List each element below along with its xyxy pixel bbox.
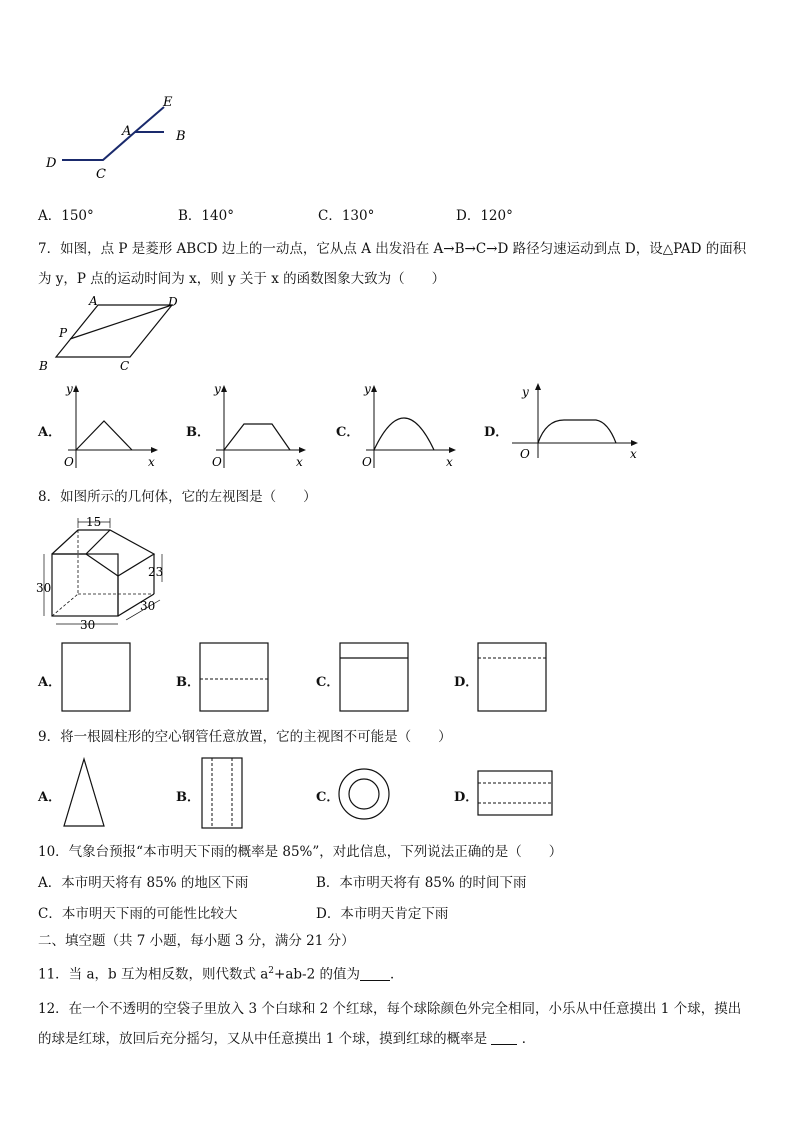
q11-answer-blank[interactable]: [360, 968, 390, 981]
svg-text:y: y: [214, 382, 221, 396]
q7-stem-line2: 为 y，P 点的运动时间为 x，则 y 关于 x 的函数图象大致为（ ）: [38, 271, 446, 287]
svg-text:A: A: [89, 294, 98, 308]
q7-option-b-label: B．: [186, 425, 210, 440]
q8-option-a-label: A．: [38, 675, 62, 690]
q12-answer-blank[interactable]: [491, 1032, 517, 1045]
q6-option-d: D．120°: [456, 208, 513, 224]
q7-graph-a: [58, 380, 166, 472]
svg-text:30: 30: [80, 618, 96, 632]
svg-text:y: y: [364, 382, 371, 396]
q6-angle-figure: [40, 90, 200, 185]
label-C: C: [96, 167, 106, 182]
q8-option-b-view: [198, 641, 272, 713]
svg-text:P: P: [59, 326, 68, 340]
q7-graph-c: [356, 380, 464, 472]
svg-text:15: 15: [86, 515, 102, 529]
q7-option-a-label: A．: [38, 425, 62, 440]
svg-text:y: y: [522, 385, 529, 399]
q10-option-b: B．本市明天将有 85% 的时间下雨: [316, 875, 527, 891]
svg-text:x: x: [148, 455, 155, 469]
q9-option-b-label: B．: [176, 790, 200, 805]
q9-option-a-triangle: [60, 756, 108, 830]
svg-text:x: x: [630, 447, 637, 461]
q9-stem: 9．将一根圆柱形的空心钢管任意放置，它的主视图不可能是（ ）: [38, 729, 452, 745]
q9-option-c-rings: [336, 766, 392, 822]
q6-option-b: B．140°: [178, 208, 234, 224]
q7-graph-d: [506, 378, 646, 468]
svg-text:B: B: [39, 359, 48, 373]
q6-option-c: C．130°: [318, 208, 375, 224]
section2-title: 二、填空题（共 7 小题，每小题 3 分，满分 21 分）: [38, 933, 355, 949]
q9-option-d-rect: [474, 768, 556, 818]
q7-option-c-label: C．: [336, 425, 360, 440]
label-B: B: [176, 129, 186, 144]
q8-option-d-label: D．: [454, 675, 479, 690]
q8-option-b-label: B．: [176, 675, 200, 690]
q10-option-a: A．本市明天将有 85% 的地区下雨: [38, 875, 249, 891]
svg-text:30: 30: [36, 581, 52, 595]
q12-stem-line2: 的球是红球，放回后充分摇匀，又从中任意摸出 1 个球，摸到红球的概率是 ．: [38, 1031, 536, 1047]
svg-text:C: C: [120, 359, 130, 373]
q9-option-d-label: D．: [454, 790, 479, 805]
svg-text:x: x: [446, 455, 453, 469]
q8-option-c-label: C．: [316, 675, 340, 690]
svg-text:x: x: [296, 455, 303, 469]
q7-option-d-label: D．: [484, 425, 509, 440]
label-E: E: [163, 95, 173, 110]
q9-option-a-label: A．: [38, 790, 62, 805]
svg-text:23: 23: [148, 565, 164, 579]
q10-stem: 10．气象台预报“本市明天下雨的概率是 85%”，对此信息，下列说法正确的是（ ）: [38, 844, 563, 860]
q10-option-c: C．本市明天下雨的可能性比较大: [38, 906, 238, 922]
svg-text:O: O: [64, 455, 74, 469]
q10-option-d: D．本市明天肯定下雨: [316, 906, 449, 922]
q8-solid-figure: [34, 514, 174, 634]
q8-stem: 8．如图所示的几何体，它的左视图是（ ）: [38, 489, 317, 505]
q8-option-a-view: [60, 641, 134, 713]
label-D: D: [46, 156, 57, 171]
q9-option-b-rect: [198, 756, 248, 832]
q8-option-d-view: [476, 641, 550, 713]
svg-text:O: O: [212, 455, 222, 469]
q12-stem-line1: 12．在一个不透明的空袋子里放入 3 个白球和 2 个红球，每个球除颜色外完全相同，小乐从中任意摸出 1 个球，摸出: [38, 1001, 742, 1017]
svg-text:D: D: [168, 295, 178, 309]
svg-text:y: y: [66, 382, 73, 396]
q7-rhombus-figure: [34, 293, 194, 375]
svg-text:O: O: [520, 447, 530, 461]
q7-stem-line1: 7．如图，点 P 是菱形 ABCD 边上的一动点，它从点 A 出发沿在 A→B→C→D 路径匀速运动到点 D，设△PAD 的面积: [38, 241, 747, 257]
q11-stem: 11．当 a，b 互为相反数，则代数式 $a^2+ab-2$ 的值为 ．: [38, 966, 404, 983]
label-A: A: [122, 124, 132, 139]
svg-text:O: O: [362, 455, 372, 469]
q8-option-c-view: [338, 641, 412, 713]
q7-graph-b: [206, 380, 314, 472]
q9-option-c-label: C．: [316, 790, 340, 805]
svg-text:30: 30: [140, 599, 156, 613]
q6-option-a: A．150°: [38, 208, 94, 224]
